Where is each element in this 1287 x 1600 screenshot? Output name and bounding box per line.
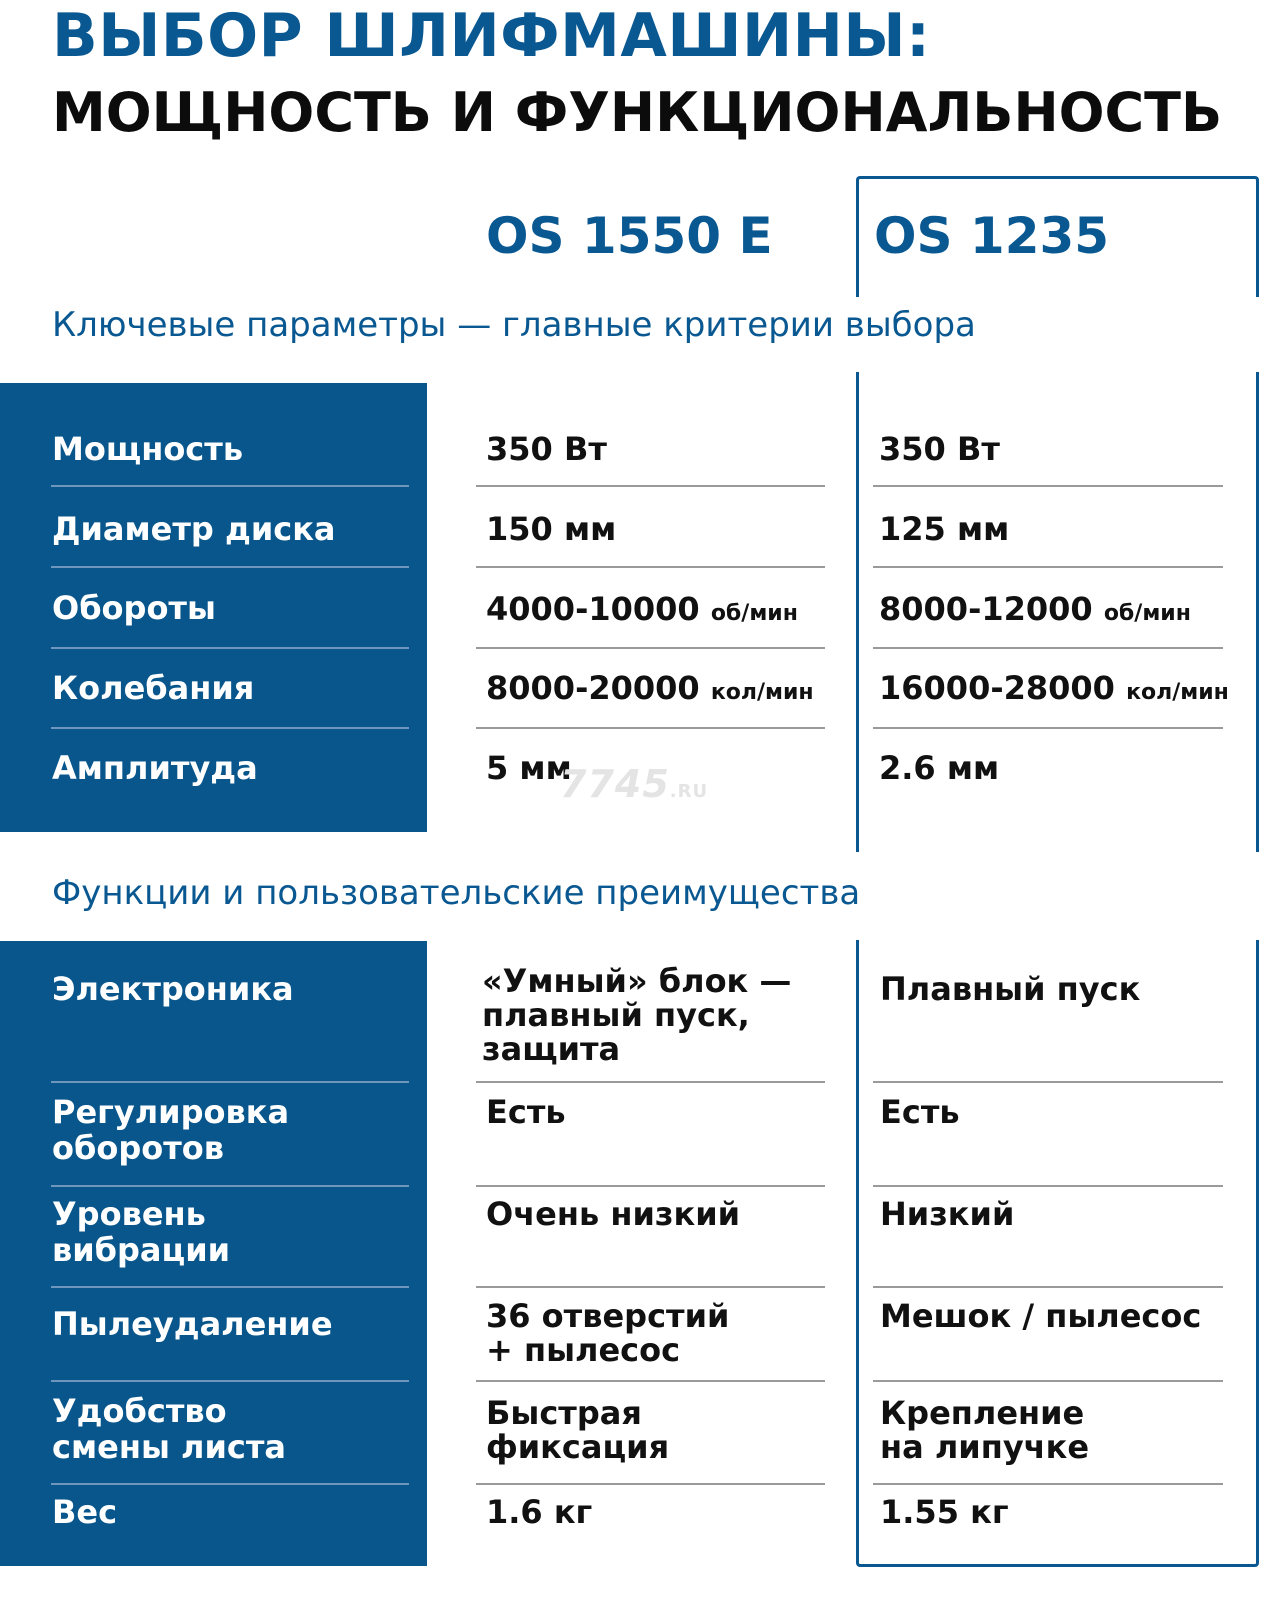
feature-value-b: Крепление bbox=[880, 1394, 1085, 1432]
feature-value-a: + пылесос bbox=[486, 1331, 681, 1369]
row-divider bbox=[51, 647, 409, 649]
feature-value-a: 1.6 кг bbox=[486, 1493, 593, 1531]
row-divider bbox=[51, 566, 409, 568]
feature-value-b: 1.55 кг bbox=[880, 1493, 1009, 1531]
feature-value-b: Мешок / пылесос bbox=[880, 1297, 1202, 1335]
page-subtitle: МОЩНОСТЬ И ФУНКЦИОНАЛЬНОСТЬ bbox=[52, 81, 1223, 144]
section-title-features: Функции и пользовательские преимущества bbox=[52, 873, 861, 913]
param-value-a: 150 мм bbox=[486, 510, 617, 548]
feature-value-b: Низкий bbox=[880, 1195, 1015, 1233]
param-value-b: 350 Вт bbox=[879, 430, 1000, 468]
row-divider bbox=[476, 1286, 825, 1288]
feature-value-a: плавный пуск, bbox=[482, 996, 750, 1034]
row-divider bbox=[51, 727, 409, 729]
feature-label: оборотов bbox=[52, 1129, 224, 1167]
row-divider bbox=[873, 1380, 1223, 1382]
row-divider bbox=[476, 566, 825, 568]
param-value-b: 2.6 мм bbox=[879, 749, 1000, 787]
row-divider bbox=[873, 566, 1223, 568]
param-value-a: 350 Вт bbox=[486, 430, 607, 468]
feature-value-a: фиксация bbox=[486, 1428, 670, 1466]
row-divider bbox=[873, 1081, 1223, 1083]
param-value-b: 125 мм bbox=[879, 510, 1010, 548]
model-b-box-bottom bbox=[856, 940, 1259, 1567]
model-a-name: OS 1550 E bbox=[486, 207, 773, 265]
row-divider bbox=[476, 1483, 825, 1485]
watermark: 7745.RU bbox=[560, 762, 709, 806]
param-label: Диаметр диска bbox=[52, 510, 336, 548]
feature-value-b: Плавный пуск bbox=[880, 970, 1141, 1008]
feature-label: Удобство bbox=[52, 1392, 227, 1430]
row-divider bbox=[873, 727, 1223, 729]
row-divider bbox=[873, 1185, 1223, 1187]
feature-value-a: Очень низкий bbox=[486, 1195, 741, 1233]
row-divider bbox=[476, 727, 825, 729]
param-value-b: 8000-12000 об/мин bbox=[879, 590, 1191, 628]
feature-value-b: на липучке bbox=[880, 1428, 1090, 1466]
row-divider bbox=[873, 647, 1223, 649]
row-divider bbox=[476, 1380, 825, 1382]
row-divider bbox=[51, 1185, 409, 1187]
page-title: ВЫБОР ШЛИФМАШИНЫ: bbox=[52, 1, 931, 71]
row-divider bbox=[51, 1380, 409, 1382]
row-divider bbox=[873, 1286, 1223, 1288]
param-label: Обороты bbox=[52, 589, 216, 627]
row-divider bbox=[51, 1286, 409, 1288]
feature-value-a: Есть bbox=[486, 1093, 566, 1131]
row-divider bbox=[476, 647, 825, 649]
param-value-b: 16000-28000 кол/мин bbox=[879, 669, 1229, 707]
feature-label: Электроника bbox=[52, 970, 294, 1008]
param-label: Амплитуда bbox=[52, 749, 258, 787]
param-label: Мощность bbox=[52, 430, 244, 468]
section-title-key-params: Ключевые параметры — главные критерии выбора bbox=[52, 305, 976, 345]
model-b-name: OS 1235 bbox=[874, 207, 1110, 265]
row-divider bbox=[51, 1483, 409, 1485]
row-divider bbox=[51, 1081, 409, 1083]
param-value-a: 8000-20000 кол/мин bbox=[486, 669, 814, 707]
param-value-a: 5 мм bbox=[486, 749, 572, 787]
row-divider bbox=[476, 1081, 825, 1083]
feature-value-a: 36 отверстий bbox=[486, 1297, 730, 1335]
param-label: Колебания bbox=[52, 669, 255, 707]
feature-label: Регулировка bbox=[52, 1093, 290, 1131]
row-divider bbox=[873, 485, 1223, 487]
feature-label: смены листа bbox=[52, 1428, 286, 1466]
feature-label: Вес bbox=[52, 1493, 118, 1531]
row-divider bbox=[873, 1483, 1223, 1485]
feature-value-a: «Умный» блок — bbox=[482, 962, 792, 1000]
feature-value-a: защита bbox=[482, 1030, 621, 1068]
feature-value-b: Есть bbox=[880, 1093, 960, 1131]
feature-label: Уровень bbox=[52, 1195, 206, 1233]
feature-label: вибрации bbox=[52, 1231, 231, 1269]
row-divider bbox=[476, 1185, 825, 1187]
row-divider bbox=[476, 485, 825, 487]
feature-value-a: Быстрая bbox=[486, 1394, 642, 1432]
feature-label: Пылеудаление bbox=[52, 1305, 333, 1343]
param-value-a: 4000-10000 об/мин bbox=[486, 590, 798, 628]
row-divider bbox=[51, 485, 409, 487]
